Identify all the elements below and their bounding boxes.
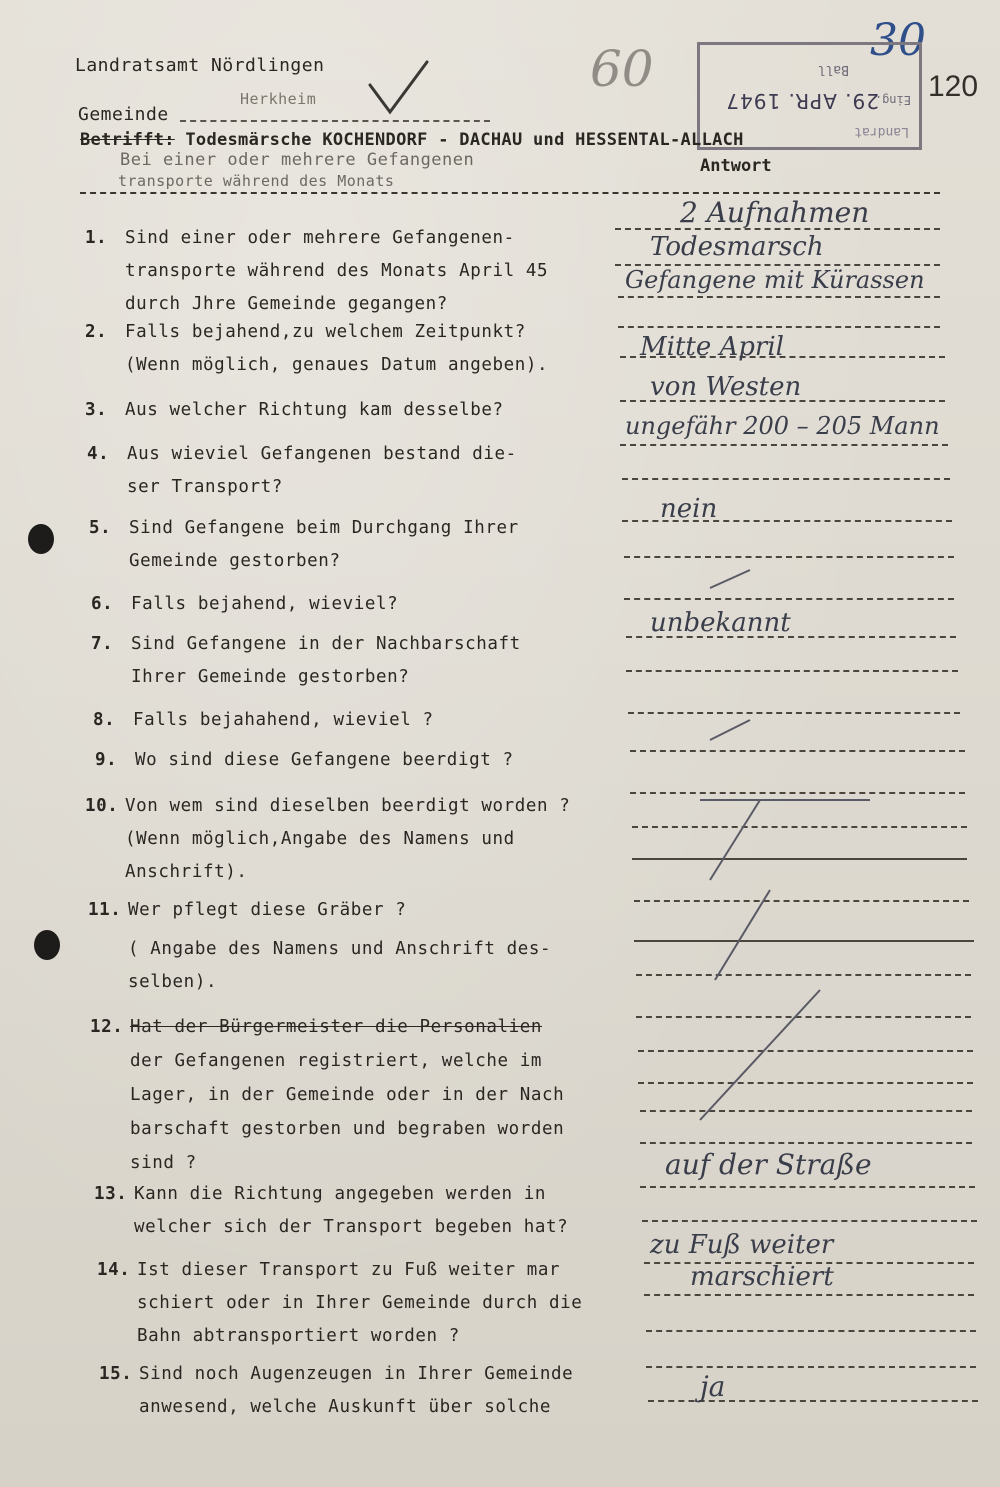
question-text: Falls bejahend, wieviel? (131, 594, 399, 614)
question-12 (90, 1010, 564, 1180)
question-number: 4. (87, 444, 110, 464)
gemeinde-label: Gemeinde (78, 104, 169, 125)
question-number: 6. (91, 594, 114, 614)
subject-line (80, 130, 744, 150)
question-text: Sind Gefangene beim Durchgang Ihrer (129, 518, 519, 538)
question-number: 3. (85, 400, 108, 420)
betrifft-subject: Todesmärsche KOCHENDORF - DACHAU und HESSENTAL-ALLACH (185, 130, 744, 150)
question-11 (88, 894, 551, 999)
question-5 (89, 512, 519, 578)
answer-line (618, 326, 940, 328)
question-text: Sind einer oder mehrere Gefangenen- (125, 228, 515, 248)
stamp-eing-label: Eing. (874, 93, 911, 107)
answer-line (622, 478, 950, 480)
question-text: selben). (128, 972, 218, 992)
handwritten-answer: marschiert (690, 1262, 834, 1292)
question-4 (87, 438, 517, 504)
question-number: 13. (94, 1184, 128, 1204)
stamp-bottom-text: Landrat (854, 124, 909, 139)
question-number: 8. (93, 710, 116, 730)
question-14 (97, 1254, 582, 1353)
question-number: 5. (89, 518, 112, 538)
answer-line (624, 556, 954, 558)
question-text: ( Angabe des Namens und Anschrift des- (128, 939, 552, 959)
stamp-top-text: Ball (817, 62, 849, 77)
handwritten-answer: Gefangene mit Kürassen (625, 266, 925, 294)
stamp-date: 29. APR. 1947 (725, 89, 879, 113)
header-separator (80, 192, 940, 194)
handwritten-answer: von Westen (650, 372, 802, 402)
check-mark-icon (365, 60, 435, 120)
question-text: ser Transport? (127, 477, 283, 497)
question-text: der Gefangenen registriert, welche im (130, 1051, 543, 1071)
answer-line (620, 444, 948, 446)
handwritten-answer: Todesmarsch (650, 232, 824, 262)
question-text: (Wenn möglich, genaues Datum angeben). (125, 355, 549, 375)
question-number: 7. (91, 634, 114, 654)
question-text: Gemeinde gestorben? (129, 551, 341, 571)
question-text: durch Jhre Gemeinde gegangen? (125, 294, 448, 314)
question-10 (85, 790, 570, 889)
question-text: barschaft gestorben und begraben worden (130, 1119, 565, 1139)
question-number: 9. (95, 750, 118, 770)
question-text: Sind Gefangene in der Nachbarschaft (131, 634, 521, 654)
handwritten-answer: auf der Straße (665, 1148, 872, 1181)
gemeinde-name: Herkheim (240, 90, 317, 108)
handwritten-answer: zu Fuß weiter (650, 1230, 834, 1260)
handwritten-answer: nein (660, 494, 718, 524)
handwritten-answer: Mitte April (640, 332, 784, 362)
handwritten-answer: ja (700, 1370, 726, 1403)
question-text: anwesend, welche Auskunft über solche (139, 1397, 552, 1417)
gemeinde-underline (180, 120, 490, 122)
question-text: Aus wieviel Gefangenen bestand die- (127, 444, 517, 464)
answer-line (618, 296, 940, 298)
question-text: Anschrift). (125, 862, 248, 882)
punch-hole (28, 524, 54, 554)
question-text: Von wem sind dieselben beerdigt worden ? (125, 796, 571, 816)
question-8 (93, 704, 434, 737)
question-text: welcher sich der Transport begeben hat? (134, 1217, 569, 1237)
question-6 (91, 588, 398, 621)
handwritten-answer: ungefähr 200 – 205 Mann (625, 412, 940, 440)
punch-hole (34, 930, 60, 960)
question-text: Lager, in der Gemeinde oder in der Nach (130, 1085, 565, 1105)
question-number: 15. (99, 1364, 133, 1384)
question-13 (94, 1178, 568, 1244)
question-text: Kann die Richtung angegeben werden in (134, 1184, 547, 1204)
question-2 (85, 316, 548, 382)
blue-page-number: 30 (870, 15, 926, 66)
betrifft-label: Betrifft: (80, 130, 175, 150)
question-text: sind ? (130, 1153, 197, 1173)
question-text: Falls bejahend,zu welchem Zeitpunkt? (125, 322, 526, 342)
question-number: 10. (85, 796, 119, 816)
question-15 (99, 1358, 573, 1424)
question-text: Bahn abtransportiert worden ? (137, 1326, 460, 1346)
question-text: transporte während des Monats April 45 (125, 261, 549, 281)
question-1 (85, 222, 548, 321)
question-number: 1. (85, 228, 108, 248)
question-text: Ihrer Gemeinde gestorben? (131, 667, 410, 687)
question-text: Ist dieser Transport zu Fuß weiter mar (137, 1260, 561, 1280)
question-9 (95, 744, 514, 777)
handwritten-answer: 2 Aufnahmen (680, 196, 870, 229)
question-text: schiert oder in Ihrer Gemeinde durch die (137, 1293, 583, 1313)
question-7 (91, 628, 521, 694)
question-number: 12. (90, 1017, 124, 1037)
question-text: Hat der Bürgermeister die Personalien (130, 1017, 543, 1037)
question-text: Aus welcher Richtung kam desselbe? (125, 400, 504, 420)
pencil-page-number: 60 (590, 40, 654, 98)
question-text: Wo sind diese Gefangene beerdigt ? (135, 750, 514, 770)
pencil-strokes (600, 560, 980, 1460)
answer-column-label: Antwort (700, 156, 772, 176)
handwritten-answer: unbekannt (650, 608, 791, 638)
question-number: 14. (97, 1260, 131, 1280)
question-text: Wer pflegt diese Gräber ? (128, 900, 407, 920)
office-name: Landratsamt Nördlingen (75, 55, 325, 76)
question-number: 2. (85, 322, 108, 342)
overtyped-text-2: transporte während des Monats (118, 172, 395, 190)
question-3 (85, 394, 504, 427)
question-text: Falls bejahahend, wieviel ? (133, 710, 434, 730)
overtyped-text-1: Bei einer oder mehrere Gefangenen (120, 150, 475, 170)
question-number: 11. (88, 900, 122, 920)
question-text: (Wenn möglich,Angabe des Namens und (125, 829, 515, 849)
typed-page-number: 120 (928, 70, 979, 103)
question-text: Sind noch Augenzeugen in Ihrer Gemeinde (139, 1364, 574, 1384)
